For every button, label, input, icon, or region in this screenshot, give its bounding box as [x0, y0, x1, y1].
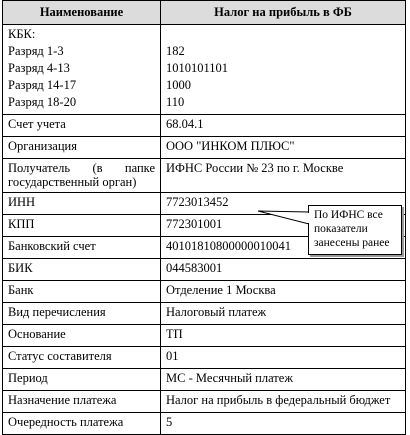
row-label: Статус составителя: [3, 346, 161, 368]
table-row-purpose: [3, 390, 406, 412]
row-label: Счет учета: [3, 115, 161, 137]
row-label: Период: [3, 368, 161, 390]
row-value: 044583001: [161, 258, 406, 280]
kbk-digit-value: 1000: [166, 78, 191, 92]
row-label: Организация: [3, 137, 161, 159]
row-label: Основание: [3, 324, 161, 346]
table-row-bank: [3, 280, 406, 302]
callout-line: занесены ранее: [314, 236, 390, 249]
row-value: 5: [161, 412, 406, 434]
table-row-organization: [3, 137, 406, 159]
table-row-period: [3, 368, 406, 390]
row-value: 772301001: [161, 214, 406, 236]
recipient-label-word: (в: [92, 161, 103, 175]
row-value: Налоговый платеж: [161, 302, 406, 324]
kbk-digit-label: Разряд 1-3: [8, 44, 64, 58]
row-label: Банковский счет: [3, 236, 161, 258]
callout-note: [308, 205, 402, 255]
recipient-label-word: папке: [124, 161, 155, 175]
row-value: 68.04.1: [161, 115, 406, 137]
kbk-values-cell: [161, 25, 406, 115]
table-row-recipient: [3, 159, 406, 193]
row-value: 7723013452: [161, 192, 406, 214]
table-header-row: [3, 1, 406, 25]
row-label: ИНН: [3, 192, 161, 214]
row-label: Банк: [3, 280, 161, 302]
header-name: Наименование: [3, 1, 161, 25]
recipient-label-line1: [8, 161, 155, 175]
row-label: Вид перечисления: [3, 302, 161, 324]
table-row-kbk: [3, 25, 406, 115]
row-value: ООО "ИНКОМ ПЛЮС": [161, 137, 406, 159]
recipient-label-line2: государственный орган): [8, 175, 137, 190]
row-label: КПП: [3, 214, 161, 236]
row-value: МС - Месячный платеж: [161, 368, 406, 390]
table-row-transfer-type: [3, 302, 406, 324]
kbk-digit-value: 1010101101: [166, 61, 229, 75]
kbk-labels-cell: [3, 25, 161, 115]
callout-line: По ИФНС все: [314, 209, 383, 221]
table-row-basis: [3, 324, 406, 346]
row-label: Очередность платежа: [3, 412, 161, 434]
kbk-digit-label: Разряд 4-13: [8, 61, 70, 75]
callout-line: показатели: [314, 222, 368, 235]
table-row-priority: [3, 412, 406, 434]
row-value: 40101810800000010041: [161, 236, 406, 258]
kbk-digit-value: 110: [166, 95, 185, 109]
table-row-status: [3, 346, 406, 368]
row-label: БИК: [3, 258, 161, 280]
row-value: ТП: [161, 324, 406, 346]
row-value: Налог на прибыль в федеральный бюджет: [161, 390, 406, 412]
row-value: ИФНС России № 23 по г. Москве: [161, 159, 406, 193]
header-tax: Налог на прибыль в ФБ: [161, 1, 406, 25]
recipient-label-cell: [3, 159, 161, 193]
recipient-label-word: Получатель: [8, 161, 71, 175]
table-row-account: [3, 115, 406, 137]
row-label: Назначение платежа: [3, 390, 161, 412]
kbk-digit-value: 182: [166, 44, 185, 58]
table-row-bik: [3, 258, 406, 280]
kbk-digit-label: Разряд 18-20: [8, 95, 77, 109]
row-value: Отделение 1 Москва: [161, 280, 406, 302]
row-value: 01: [161, 346, 406, 368]
kbk-label: КБК:: [8, 27, 36, 41]
kbk-digit-label: Разряд 14-17: [8, 78, 77, 92]
